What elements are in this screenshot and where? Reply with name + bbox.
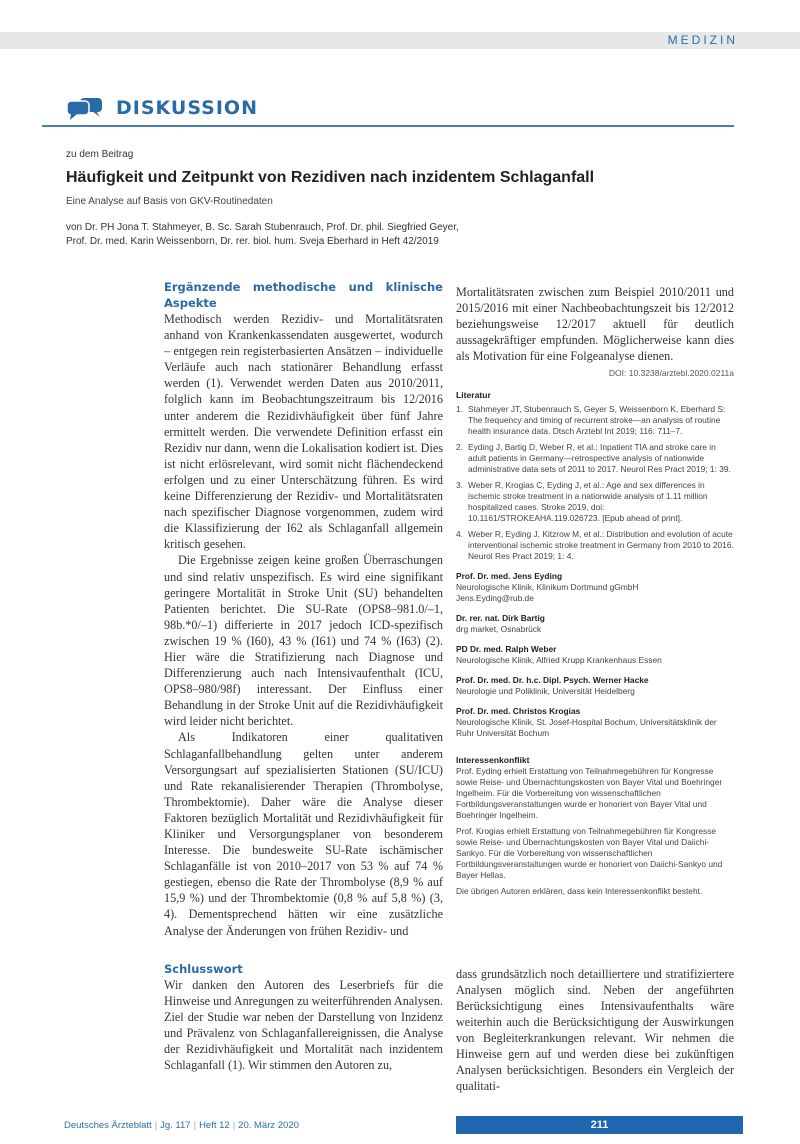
conflict-paragraph: Prof. Eyding erhielt Erstattung von Teilnahmegebühren für Kongresse sowie Reise- und Übernachtungskosten von Bayer Vital und Boehringer Ingelheim. Für die Vorbereitung von wissenschaftlichen Fortbildungsveranstaltungen wurde er honoriert von Bayer Vital und Boehringer Ingelheim. <box>456 765 723 820</box>
authors-line: von Dr. PH Jona T. Stahmeyer, B. Sc. Sarah Stubenrauch, Prof. Dr. phil. Siegfried Geyer, <box>66 222 459 233</box>
authors-line: Prof. Dr. med. Karin Weissenborn, Dr. rer. biol. hum. Sveja Eberhard in Heft 42/2019 <box>66 236 439 247</box>
reference-item <box>456 442 734 475</box>
category-title: DISKUSSION <box>116 97 258 119</box>
section-label: MEDIZIN <box>667 33 738 47</box>
reference-item <box>456 480 734 524</box>
reply-paragraph: Wir danken den Autoren des Leserbriefs für die Hinweise und Anregungen zu weiterführenden Analysen. Ziel der Studie war neben der Darstellung von Inzidenz und Prävalenz von Schlaganfallereignissen, die Analyse der Rezidivhäufigkeit und Mortalität nach inzidentem Schlaganfall (1). Wir stimmen den Autoren zu, <box>164 977 443 1073</box>
letter-column-right <box>456 279 734 902</box>
affiliation-line: Neurologische Klinik, Klinikum Dortmund gGmbH <box>456 581 639 592</box>
email-link[interactable]: Jens.Eyding@rub.de <box>456 592 534 603</box>
speech-bubbles-icon <box>66 97 104 119</box>
separator: | <box>232 1120 236 1132</box>
separator: | <box>193 1120 197 1132</box>
affiliation-name: Prof. Dr. med. Dr. h.c. Dipl. Psych. Werner Hacke <box>456 674 649 685</box>
affiliation-line: drg market, Osnabrück <box>456 623 542 634</box>
reference-number: 3. <box>456 479 463 490</box>
letter-paragraph: Methodisch werden Rezidiv- und Mortalitätsraten anhand von Krankenkassendaten ausgewertet, wodurch – entgegen rein registerbasierten Ansätzen – individuelle Verläufe auch nach stationärer Behandlung erfasst werden (1). Verwendet werden Daten aus 2010/2011, folglich kann im Beobachtungszeitraum bis 12/2016 unter anderem die Rezidivhäufigkeit über fünf Jahre ermittelt werden. Die verwendete Definition erfasst ein Rezidiv nur dann, wenn die Lokalisation kodiert ist. Dies ist nicht erlösrelevant, wird somit nicht flächendeckend erfolgen und zu einer Unterschätzung führen. Es wird keine Differenzierung der Rezidiv- und Mortalitätsraten nach spezifischer Diagnose vorgenommen, zudem wird die Klassifizierung der I62 als Schlaganfall allgemein kritisch gesehen. <box>164 312 443 552</box>
literature-section <box>456 390 734 897</box>
reference-text: Weber R, Krogias C, Eyding J, et al.: Age and sex differences in ischemic stroke treatment in a nationwide analysis of 1.11 million hospitalized cases. Stroke 2019, doi: 10.1161/STROKEAHA.119.026723. [Epub ahead of print]. <box>468 479 708 523</box>
affiliation <box>456 675 734 697</box>
journal-date: 20. März 2020 <box>238 1120 299 1132</box>
affiliation-name: PD Dr. med. Ralph Weber <box>456 643 557 654</box>
conflict-paragraph: Prof. Krogias erhielt Erstattung von Teilnahmegebühren für Kongresse sowie Reise- und Übernachtungskosten von Bayer Vital und Daiichi-Sankyo. Für die Vorbereitung von wissenschaftlichen Fortbildungsveranstaltungen wurde er honoriert von Daiichi-Sankyo und Bayer Hellas. <box>456 825 723 880</box>
letter-paragraph: Als Indikatoren einer qualitativen Schlaganfallbehandlung gelten unter anderem Versorgungsart auf spezialisierten Stationen (SU/ICU) und Rate rekanalisierender Therapien (Thrombolyse, Thrombektomie). Daher wäre die Analyse dieser Faktoren bezüglich Mortalität und Rezidivhäufigkeit für Kliniker und Versorgungsplaner von besonderem Interesse. Die bundesweite SU-Rate ischämischer Schlaganfälle ist von 2010–2017 von 53 % auf 74 % gestiegen, ebenso die Rate der Thrombolyse (8,9 % auf 15,9 %) und der Thrombektomie (0,8 % auf 5,8 %) (3, 4). Dementsprechend hätten wir eine zusätzliche Analyse der Änderungen von frühen Rezidiv- und <box>164 730 443 938</box>
separator: | <box>154 1120 158 1132</box>
page-number: 211 <box>456 1116 743 1134</box>
page-footer <box>64 1120 299 1131</box>
reference-text: Eyding J, Bartig D, Weber R, et al.: Inpatient TIA and stroke care in adult patients in Germany—retrospective analysis of nationwide administrative data sets of 2011 to 2017. Neurol Res Pract 2019; 1: 39. <box>468 441 731 474</box>
affiliation <box>456 613 734 635</box>
literature-heading: Literatur <box>456 389 491 400</box>
letter-heading: Ergänzende methodische und klinische Aspekte <box>164 280 443 310</box>
affiliation-line: Neurologische Klinik, St. Josef-Hospital Bochum, Universitätsklinik der Ruhr Universität Bochum <box>456 716 717 738</box>
reference-number: 4. <box>456 528 463 539</box>
reference-item <box>456 404 734 437</box>
conflict-heading: Interessenkonflikt <box>456 754 530 765</box>
reply-row <box>164 961 734 1095</box>
reply-heading: Schlusswort <box>164 961 243 976</box>
affiliation <box>456 571 734 604</box>
footer-row <box>64 1114 734 1144</box>
affiliation <box>456 706 734 739</box>
journal-volume: Jg. 117 <box>160 1120 191 1132</box>
letter-paragraph: Mortalitätsraten zwischen zum Beispiel 2010/2011 und 2015/2016 mit einer Nachbeobachtungszeit bis 12/2012 beziehungsweise 12/2017 aktuell für deutlich aussagekräftiger empfunden. Möglicherweise kann dies als Motivation für eine Folgeanalyse dienen. <box>456 285 734 364</box>
reply-paragraph: dass grundsätzlich noch detailliertere und stratifiziertere Analysen möglich sind. Neben der angeführten Berücksichtigung eines Intensivaufenthalts wäre weiterhin auch die Berücksichtigung der Auswirkungen von Begleiterkrankungen relevant. Wir nehmen die Hinweise gern auf und werden diese bei zukünftigen Analysen berücksichtigen. Besonders ein Vergleich der qualitati- <box>456 966 734 1094</box>
reference-number: 2. <box>456 441 463 452</box>
letter-row <box>164 279 734 939</box>
conflict-paragraph: Die übrigen Autoren erklären, dass kein Interessenkonflikt besteht. <box>456 885 703 896</box>
journal-name: Deutsches Ärzteblatt <box>64 1120 152 1132</box>
letter-column-left <box>164 279 443 939</box>
reply-column-right <box>456 961 734 1095</box>
reference-number: 1. <box>456 403 463 414</box>
article-title: Häufigkeit und Zeitpunkt von Rezidiven nach inzidentem Schlaganfall <box>66 169 595 186</box>
affiliation-name: Prof. Dr. med. Christos Krogias <box>456 705 581 716</box>
reference-list <box>456 404 734 562</box>
doi-link[interactable]: DOI: 10.3238/arztebl.2020.0211a <box>608 368 734 379</box>
reference-text: Weber R, Eyding J, Kitzrow M, et al.: Distribution and evolution of acute interventional ischemic stroke treatment in Germany from 2010 to 2016. Neurol Res Pract 2019; 1: 4. <box>468 528 734 561</box>
affiliation-line: Neurologie und Poliklinik, Universität Heidelberg <box>456 685 635 696</box>
article-intro: zu dem Beitrag <box>66 149 134 160</box>
journal-issue: Heft 12 <box>199 1120 230 1132</box>
affiliation-name: Prof. Dr. med. Jens Eyding <box>456 570 563 581</box>
affiliation-name: Dr. rer. nat. Dirk Bartig <box>456 612 545 623</box>
reference-text: Stahmeyer JT, Stubenrauch S, Geyer S, Weissenborn K, Eberhard S: The frequency and timing of recurrent stroke—an analysis of routine health insurance data. Dtsch Arztebl Int 2019; 116: 711–7. <box>468 403 726 436</box>
letter-paragraph: Die Ergebnisse zeigen keine großen Überraschungen und sind relativ unspezifisch. Es wird eine signifikant geringere Mortalität in Stroke Unit (SU) behandelten Patienten berichtet. Die SU-Rate (OPS8–981.0/–1, 98b.*0/–1) differierte in 2017 jedoch ICD-spezifisch zwischen 19 % (I60), 43 % (I61) und 74 % (I63) (2). Hier wäre die Stratifizierung nach Diagnose und Differenzierung auch nach Intensivaufenthalt (ICU, OPS8–980/98f) interessant. Der Einfluss einer Behandlung in der Stroke Unit auf die Rezidivhäufigkeit wird leider nicht berichtet. <box>164 553 443 729</box>
reference-item <box>456 529 734 562</box>
conflict-section <box>456 755 734 897</box>
reply-column-left <box>164 961 443 1074</box>
affiliation-line: Neurologische Klinik, Alfried Krupp Krankenhaus Essen <box>456 654 662 665</box>
affiliation <box>456 644 734 666</box>
article-subtitle: Eine Analyse auf Basis von GKV-Routinedaten <box>66 196 273 207</box>
